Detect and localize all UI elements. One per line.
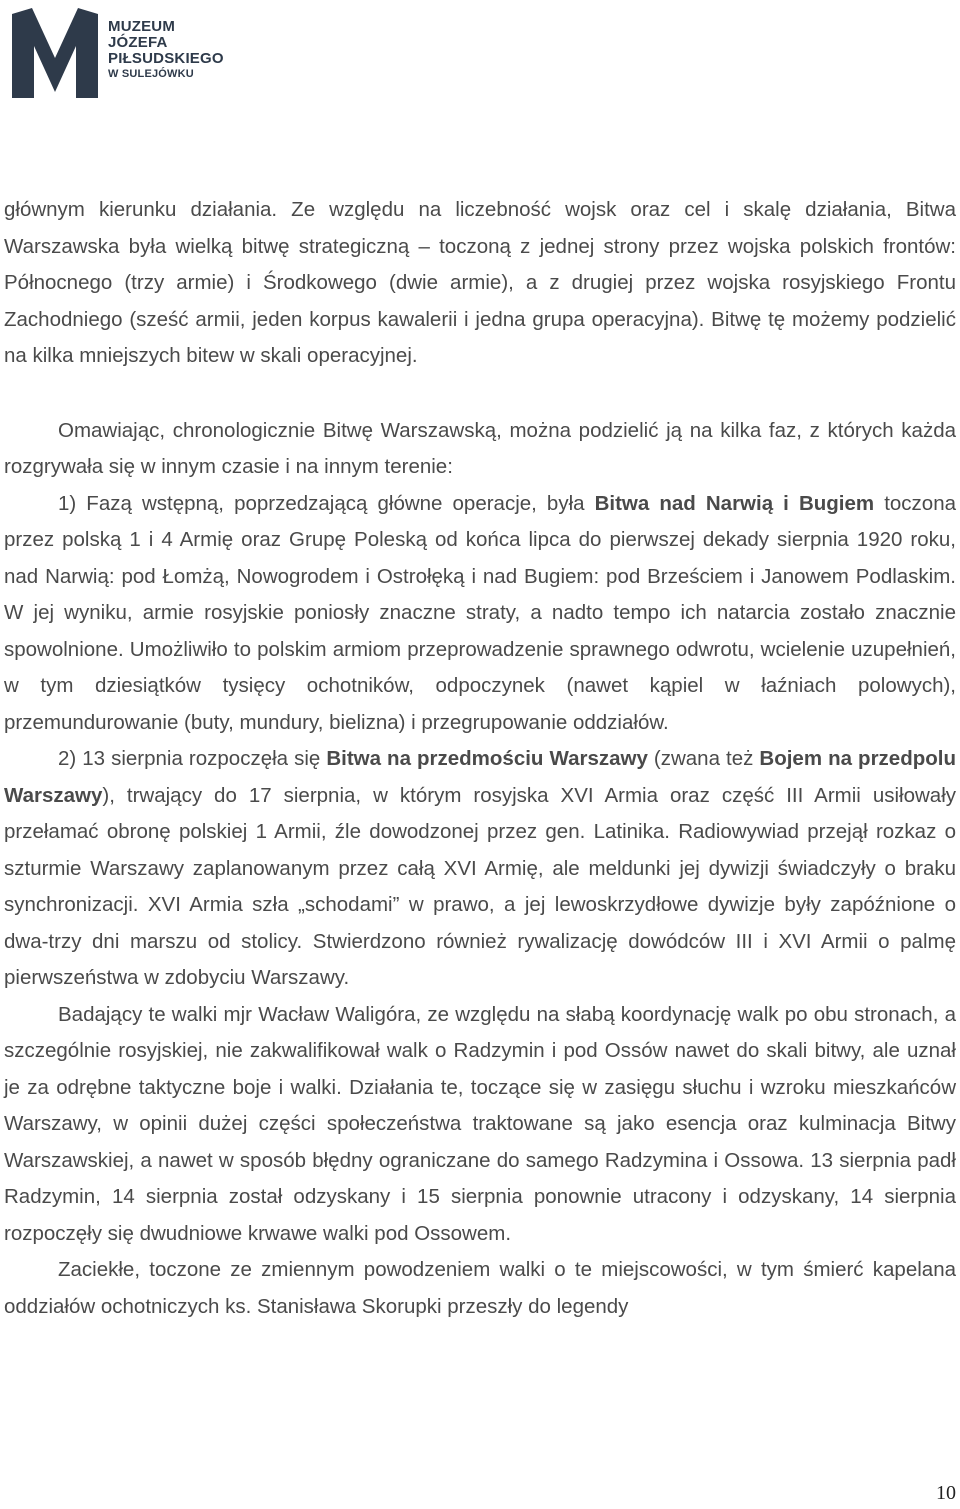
paragraph-4-text-c: (zwana też <box>647 747 760 770</box>
paragraph-1: głównym kierunku działania. Ze względu na liczebność wojsk oraz cel i skalę działania, Bitwa Warszawska była wielką bitwę strategiczną – toczoną z jednej strony przez wojska polskich frontów: Północnego (trzy armie) i Środkowego (dwie armie), a z drugiej przez wojska rosyjskiego Frontu Zachodniego (sześć armii, jeden korpus kawalerii i jedna grupa operacyjna). Bitwę tę możemy podzielić na kilka mniejszych bitew w skali operacyjnej. <box>4 198 956 367</box>
museum-logo <box>10 6 240 102</box>
museum-logo-text <box>108 19 224 81</box>
paragraph-3-bold-battle-narew-bug: Bitwa nad Narwią i Bugiem <box>594 491 875 515</box>
logo-line-3: PIŁSUDSKIEGO <box>108 50 224 67</box>
paragraph-4-text-a: 2) 13 sierpnia rozpoczęła się <box>58 747 327 770</box>
paragraph-6: Zaciekłe, toczone ze zmiennym powodzeniem walki o te miejscowości, w tym śmierć kapelana oddziałów ochotniczych ks. Stanisława Skorupki przeszły do legendy <box>4 1258 956 1318</box>
logo-line-2: JÓZEFA <box>108 34 168 51</box>
museum-logo-mark-icon <box>10 6 100 102</box>
paragraph-4-bold-battle-foreground: Bojem na przedpolu Warszawy <box>4 747 956 807</box>
logo-line-4: W SULEJÓWKU <box>108 68 194 80</box>
logo-line-1: MUZEUM <box>108 18 176 35</box>
paragraph-4-bold-battle-bridgehead: Bitwa na przedmościu Warszawy <box>326 747 648 770</box>
paragraph-3-text-c: toczona przez polską 1 i 4 Armię oraz Grupę Poleską od końca lipca do pierwszej dekady sierpnia 1920 roku, nad Narwią: pod Łomżą, Nowogrodem i Ostrołęką i nad Bugiem: pod Brześciem i Janowem Podlaskim. W jej wyniku, armie rosyjskie poniosły znaczne straty, a nadto tempo ich natarcia zostało znacznie spowolnione. Umożliwiło to polskim armiom przeprowadzenie sprawnego odwrotu, wcielenie uzupełnień, w tym dziesiątków tysięcy ochotników, odpoczynek (nawet kąpiel w łaźniach polowych), przemundurowanie (buty, mundury, bielizna) i przegrupowanie oddziałów. <box>4 491 956 734</box>
paragraph-3-text-a: 1) Fazą wstępną, poprzedzającą główne operacje, była <box>58 491 595 515</box>
document-body <box>4 192 956 1325</box>
paragraph-4-text-e: ), trwający do 17 sierpnia, w którym rosyjska XVI Armia oraz część III Armii usiłowały przełamać obronę polskiej 1 Armii, źle dowodzonej przez gen. Latinika. Radiowywiad przejął rozkaz o szturmie Warszawy zaplanowanym przez całą XVI Armię, ale meldunki jej dywizji świadczyły o braku synchronizacji. XVI Armia szła „schodami” w prawo, a jej lewoskrzydłowe dywizje były zapóźnione o dwa-trzy dni marszu od stolicy. Stwierdzono również rywalizację dowódców III i XVI Armii o palmę pierwszeństwa w zdobyciu Warszawy. <box>4 783 956 989</box>
paragraph-5: Badający te walki mjr Wacław Waligóra, ze względu na słabą koordynację walk po obu stronach, a szczególnie rosyjskiej, nie zakwalifikował walk o Radzymin i pod Ossów nawet do skali bitwy, ale uznał je za odrębne taktyczne boje i walki. Działania te, toczące się w zasięgu słuchu i wzroku mieszkańców Warszawy, w opinii dużej części społeczeństwa traktowane są jako esencja oraz kulminacja Bitwy Warszawskiej, a nawet w sposób błędny ograniczane do samego Radzymina i Ossowa. 13 sierpnia padł Radzymin, 14 sierpnia został odzyskany i 15 sierpnia ponownie utracony i odzyskany, 14 sierpnia rozpoczęły się dwudniowe krwawe walki pod Ossowem. <box>4 1002 956 1245</box>
paragraph-4 <box>4 741 956 997</box>
paragraph-2: Omawiając, chronologicznie Bitwę Warszawską, można podzielić ją na kilka faz, z których każda rozgrywała się w innym czasie i na innym terenie: <box>4 418 956 478</box>
page-number: 10 <box>936 1482 956 1504</box>
paragraph-3 <box>4 486 956 742</box>
